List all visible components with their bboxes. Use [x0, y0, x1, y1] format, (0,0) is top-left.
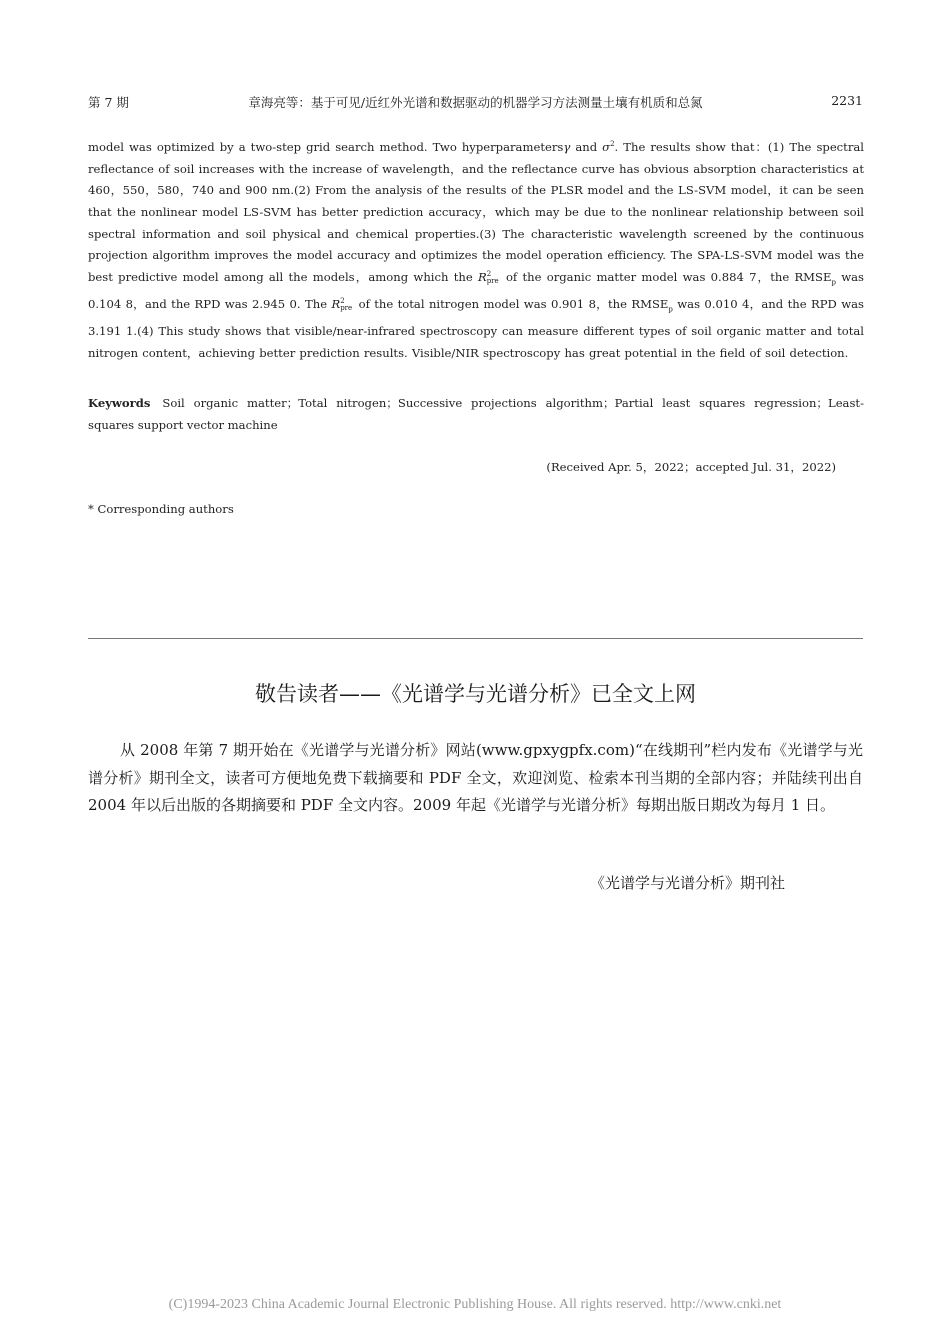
r2-subscript: pre — [340, 304, 353, 313]
abstract-segment: and — [570, 139, 603, 154]
sigma-symbol: σ — [602, 139, 611, 154]
abstract-segment: was 0.104 8，and the RPD was 2.945 0. The — [88, 270, 864, 312]
r2-symbol: R — [331, 297, 341, 312]
gamma-symbol: γ — [563, 139, 571, 154]
abstract-text — [88, 134, 864, 365]
keywords-label: Keywords — [88, 396, 151, 410]
rmse-subscript: p — [668, 305, 673, 314]
abstract-segment: of the organic matter model was 0.884 7，the RMSE — [500, 270, 832, 285]
running-title: 章海亮等：基于可见/近红外光谱和数据驱动的机器学习方法测量土壤有机质和总氮 — [248, 95, 703, 110]
abstract-segment: . The results show that：(1) The spectral reflectance of soil increases with the increase of wavelength，and the reflectance curve has obvious absorption characteristics at 460，550，580，740 and 900 nm.(2) From the analysis of the results of the PLSR model and the LS-SVM model，it can be seen that the nonlinear model LS-SVM has better prediction accuracy，which may be due to the nonlinear relationship between soil spectral information and soil physical and chemical properties.(3) The characteristic wavelength screened by the continuous projection algorithm improves the model accuracy and optimizes the model operation efficiency. The SPA-LS-SVM model was the best predictive model among all the models，among which the — [88, 139, 864, 285]
r2-superscript: 2 — [486, 270, 492, 279]
abstract-segment: model was optimized by a two-step grid search method. Two hyperparameters — [88, 139, 564, 154]
abstract-segment: was 0.010 4，and the RPD was 3.191 1.(4) This study shows that visible/near-infrared spectroscopy can measure different types of soil organic matter and total nitrogen content，achieving better prediction results. Visible/NIR spectroscopy has great potential in the field of soil detection. — [88, 297, 864, 360]
notice-title: 敬告读者——《光谱学与光谱分析》已全文上网 — [255, 682, 696, 706]
keywords-text: Soil organic matter；Total nitrogen；Successive projections algorithm；Partial least squares regression；Least-squares support vector machine — [88, 396, 864, 432]
received-dates: (Received Apr. 5，2022；accepted Jul. 31，2022) — [546, 460, 836, 474]
keywords — [88, 393, 864, 436]
page-header — [88, 93, 863, 113]
notice-body: 从 2008 年第 7 期开始在《光谱学与光谱分析》网站(www.gpxygpfx.com)“在线期刊”栏内发布《光谱学与光谱分析》期刊全文，读者可方便地免费下载摘要和 PDF 全文，欢迎浏览、检索本刊当期的全部内容；并陆续刊出自 2004 年以后出版的各期摘要和 PDF 全文内容。2009 年起《光谱学与光谱分析》每期出版日期改为每月 1 日。 — [88, 741, 863, 814]
rmse-subscript: p — [831, 278, 836, 287]
r2-subscript: pre — [486, 277, 499, 286]
copyright-footer: (C)1994-2023 China Academic Journal Electronic Publishing House. All rights reserved. http://www.cnki.net — [168, 1297, 782, 1312]
r2-superscript: 2 — [340, 297, 345, 306]
page-number: 2231 — [831, 93, 863, 108]
notice-signature: 《光谱学与光谱分析》期刊社 — [590, 874, 786, 892]
issue-number: 第 7 期 — [88, 95, 129, 110]
abstract-segment: of the total nitrogen model was 0.901 8，the RMSE — [354, 297, 669, 312]
r2-symbol: R — [477, 270, 487, 285]
section-divider — [88, 638, 863, 639]
sigma-superscript: 2 — [610, 140, 615, 148]
corresponding-authors-note: * Corresponding authors — [88, 502, 234, 516]
